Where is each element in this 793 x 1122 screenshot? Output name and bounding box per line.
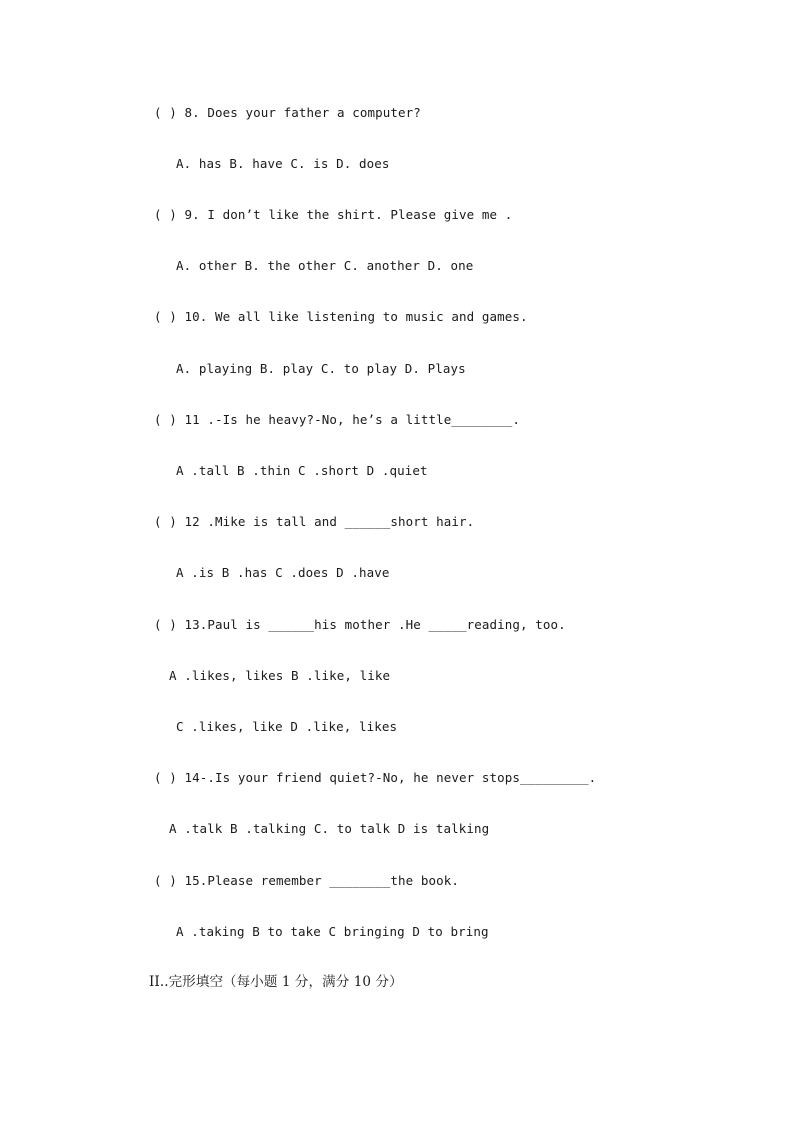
- question-15-stem: ( ) 15.Please remember ________the book.: [154, 873, 460, 888]
- question-14-options: A .talk B .talking C. to talk D is talking: [169, 821, 490, 836]
- question-11-stem: ( ) 11 .-Is he heavy?-No, he’s a little________.: [154, 412, 521, 427]
- section-heading-cloze: II..完形填空（每小题 1 分，满分 10 分）: [149, 974, 403, 990]
- question-15-options: A .taking B to take C bringing D to bring: [176, 924, 489, 939]
- question-12-options: A .is B .has C .does D .have: [176, 565, 390, 580]
- question-11-options: A .tall B .thin C .short D .quiet: [176, 463, 428, 478]
- question-13-options-line-2: C .likes, like D .like, likes: [176, 719, 398, 734]
- question-10-stem: ( ) 10. We all like listening to music and games.: [154, 309, 528, 324]
- question-13-stem: ( ) 13.Paul is ______his mother .He _____reading, too.: [154, 617, 566, 632]
- question-13-options-line-1: A .likes, likes B .like, like: [169, 668, 391, 683]
- question-14-stem: ( ) 14-.Is your friend quiet?-No, he never stops_________.: [154, 770, 597, 785]
- question-8-options: A. has B. have C. is D. does: [176, 156, 390, 171]
- question-10-options: A. playing B. play C. to play D. Plays: [176, 361, 466, 376]
- question-9-options: A. other B. the other C. another D. one: [176, 258, 474, 273]
- question-12-stem: ( ) 12 .Mike is tall and ______short hair.: [154, 514, 475, 529]
- question-8-stem: ( ) 8. Does your father a computer?: [154, 105, 421, 120]
- question-9-stem: ( ) 9. I don’t like the shirt. Please give me .: [154, 207, 513, 222]
